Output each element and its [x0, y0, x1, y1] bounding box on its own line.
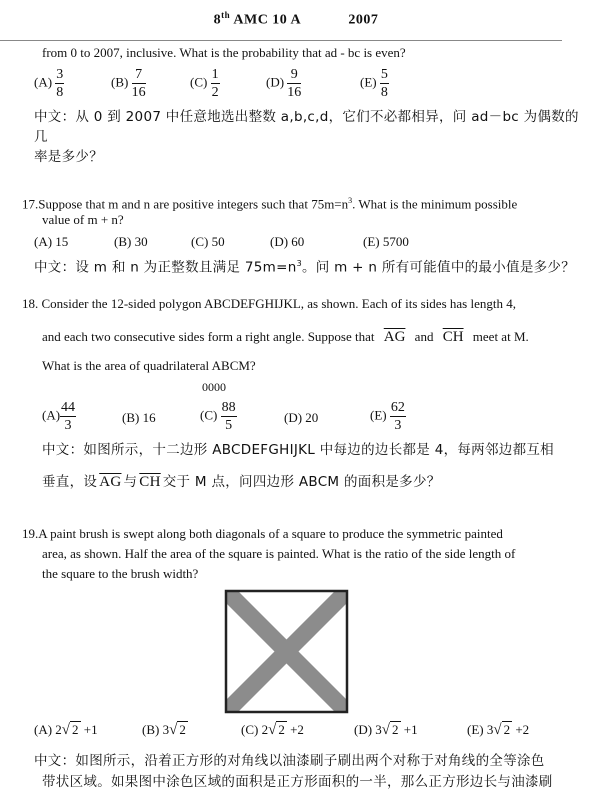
q16-option-a: [34, 66, 64, 101]
q18-zh-line2: [42, 474, 441, 490]
painted-square-figure: [224, 589, 349, 714]
segment-ag: $\overline{AG}$: [99, 474, 122, 490]
q18-zh-line2-a: 垂直，设: [42, 474, 98, 490]
q17-zh: [34, 256, 575, 276]
fraction-den: 3: [394, 418, 402, 433]
q19-option-e: [467, 722, 529, 739]
q18-zh-line2-b: 交于 M 点，问四边形 ABCM 的面积是多少？: [162, 474, 441, 490]
segment-ag: $\overline{AG}$: [383, 329, 406, 345]
fraction-num: 9: [287, 66, 301, 84]
q17-stem-line1: [22, 193, 517, 212]
header-year: 2007: [348, 12, 379, 28]
q16-stem: from 0 to 2007, inclusive. What is the probability that ad - bc is even?: [42, 45, 406, 60]
option-label: (C): [200, 407, 218, 423]
option-label: (E): [370, 407, 387, 423]
fraction-num: 44: [61, 400, 76, 415]
q18-option-c: [200, 399, 237, 434]
segment-ch: $\overline{CH}$: [442, 329, 464, 345]
sqrt: √ 2: [169, 722, 186, 738]
fraction-den: 8: [380, 85, 388, 100]
fraction-num: 5: [380, 67, 388, 82]
q16-option-e: [360, 66, 389, 101]
fraction-den: 3: [64, 418, 72, 433]
radicand: 2: [392, 722, 399, 737]
sqrt: √ 2: [61, 722, 79, 738]
fraction-num: 7: [132, 66, 146, 84]
option-label: (A) 2: [34, 722, 62, 737]
q17-stem-sup: 3: [348, 196, 353, 205]
fraction-den: 5: [225, 418, 233, 433]
q17-zh-b: 。问 m + n 所有可能值中的最小值是多少？: [301, 259, 576, 276]
header-edition-suffix: th: [221, 10, 231, 20]
option-label: (D) 3: [354, 722, 382, 737]
q19-line1: 19.A paint brush is swept along both diagonals of a square to produce the symmetric painted: [22, 526, 503, 541]
q19-option-a: [34, 722, 98, 739]
q16-option-b: [111, 66, 146, 101]
header-contest: AMC 10 A: [233, 12, 301, 28]
q17-zh-a: 中文：设 m 和 n 为正整数且满足 75m=n: [34, 259, 297, 276]
header-edition: 8: [213, 12, 222, 28]
q17-option-e: (E) 5700: [363, 234, 409, 249]
option-tail: +2: [515, 722, 530, 737]
q16-option-d: [266, 66, 301, 101]
q19-option-c: [241, 722, 304, 739]
segment-ch: $\overline{CH}$: [139, 474, 161, 490]
q17-option-b: (B) 30: [114, 234, 148, 249]
option-label: (A): [34, 74, 53, 90]
q17-option-c: (C) 50: [191, 234, 225, 249]
q18-option-d: (D) 20: [284, 410, 319, 425]
fraction-den: 8: [56, 85, 64, 100]
q18-line3: What is the area of quadrilateral ABCM?: [42, 358, 256, 373]
q17-stem-a: 17.Suppose that m and n are positive integers such that 75m=n: [22, 196, 349, 212]
option-label: (B) 3: [142, 722, 170, 737]
q18-zh-line1: 中文：如图所示，十二边形 ABCDEFGHIJKL 中每边的边长都是 4，每两邻边都互相: [42, 442, 554, 458]
fraction-den: 16: [131, 85, 146, 100]
q17-zh-sup: 3: [296, 259, 302, 268]
q19-line3: the square to the brush width?: [42, 566, 199, 581]
q18-line2-and: and: [414, 329, 434, 344]
q19-option-d: [354, 722, 418, 739]
q18-option-e: [370, 399, 406, 434]
q18-option-a: [42, 399, 76, 434]
fraction-num: 62: [390, 400, 405, 415]
q19-option-b: [142, 722, 188, 739]
q18-figure-placeholder: 0000: [202, 380, 226, 394]
option-label: (C): [190, 74, 208, 90]
fraction-den: 16: [287, 85, 302, 100]
q17-stem-line2: value of m + n?: [42, 212, 124, 227]
q18-line2-a: and each two consecutive sides form a right angle. Suppose that: [42, 329, 375, 344]
page-header: [0, 10, 592, 29]
option-label: (E): [360, 74, 377, 90]
option-label: (D): [266, 74, 285, 90]
q17-option-d: (D) 60: [270, 234, 305, 249]
option-tail: +1: [83, 722, 98, 737]
radicand: 2: [503, 722, 511, 737]
q16-zh-line2: 几: [34, 129, 48, 145]
option-label: (B): [111, 74, 129, 90]
q16-zh-line3: 率是多少？: [34, 149, 103, 165]
fraction-num: 1: [211, 67, 219, 82]
sqrt: √ 2: [268, 722, 285, 738]
radicand: 2: [278, 722, 285, 737]
q17-stem-b: . What is the minimum possible: [352, 196, 518, 212]
sqrt: √ 2: [493, 722, 511, 738]
option-label: (A): [42, 407, 61, 423]
fraction-num: 3: [56, 67, 64, 82]
q18-option-b: (B) 16: [122, 410, 156, 425]
header-divider: [0, 40, 562, 41]
q18-zh-line2-mid: 与: [123, 474, 138, 490]
q19-zh-line1: 中文：如图所示，沿着正方形的对角线以油漆刷子刷出两个对称于对角线的全等涂色: [34, 753, 545, 769]
q17-option-a: (A) 15: [34, 234, 69, 249]
fraction-den: 2: [211, 85, 219, 100]
q16-zh-line1: 中文：从 0 到 2007 中任意地选出整数 a,b,c,d，它们不必都相异，问 ad－bc 为偶数的: [34, 109, 579, 125]
q18-line2-b: meet at M.: [472, 329, 529, 344]
fraction-num: 88: [221, 400, 236, 415]
q18-line2: [42, 329, 529, 345]
option-tail: +2: [290, 722, 304, 737]
q18-line1: 18. Consider the 12-sided polygon ABCDEFGHIJKL, as shown. Each of its sides has length 4,: [22, 296, 516, 311]
option-tail: +1: [403, 722, 418, 737]
radicand: 2: [179, 722, 186, 737]
option-label: (E) 3: [467, 722, 494, 737]
q19-line2: area, as shown. Half the area of the square is painted. What is the ratio of the side length of: [42, 546, 516, 561]
q19-zh-line2: 带状区域。如果图中涂色区域的面积是正方形面积的一半，那么正方形边长与油漆刷: [42, 774, 553, 790]
sqrt: √ 2: [381, 722, 399, 738]
option-label: (C) 2: [241, 722, 269, 737]
q16-option-c: [190, 66, 220, 101]
radicand: 2: [72, 722, 79, 737]
